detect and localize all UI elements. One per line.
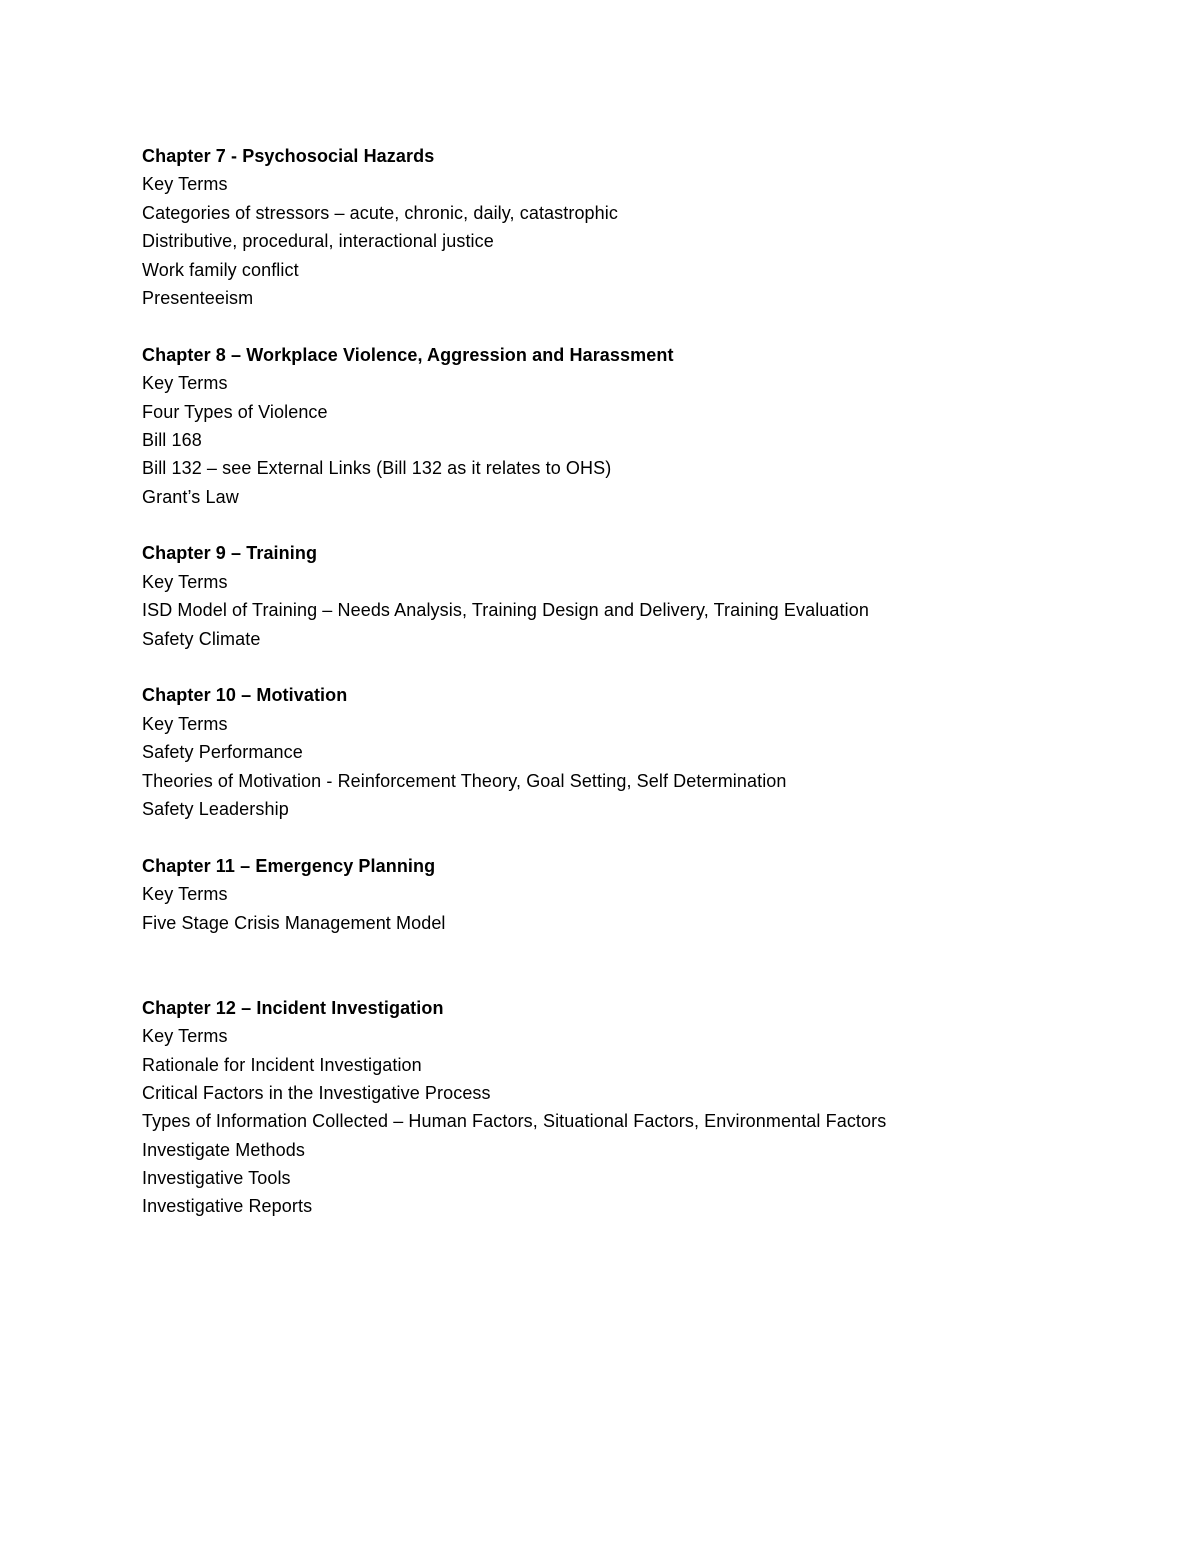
- section-chapter-11: [142, 852, 1102, 937]
- list-item: Key Terms: [142, 174, 228, 195]
- section-heading: Chapter 7 - Psychosocial Hazards: [142, 146, 435, 166]
- list-item: Rationale for Incident Investigation: [142, 1054, 422, 1075]
- list-item: Safety Leadership: [142, 798, 289, 819]
- list-item: Key Terms: [142, 373, 228, 394]
- section-spacer: [142, 511, 1102, 539]
- section-spacer: [142, 653, 1102, 681]
- list-item: Key Terms: [142, 713, 228, 734]
- section-heading: Chapter 9 – Training: [142, 543, 318, 564]
- section-spacer: [142, 823, 1102, 851]
- list-item: Five Stage Crisis Management Model: [142, 912, 446, 933]
- section-spacer: [142, 937, 1102, 994]
- section-heading: Chapter 10 – Motivation: [142, 685, 348, 706]
- list-item: Types of Information Collected – Human Factors, Situational Factors, Environmental Factors: [142, 1111, 887, 1132]
- section-heading: Chapter 8 – Workplace Violence, Aggression and Harassment: [142, 344, 674, 365]
- section-chapter-10: [142, 681, 1102, 823]
- list-item: Bill 132 – see External Links (Bill 132 as it relates to OHS): [142, 458, 612, 479]
- list-item: Critical Factors in the Investigative Process: [142, 1082, 491, 1103]
- document-content: [142, 142, 1102, 1221]
- list-item: Key Terms: [142, 884, 228, 905]
- list-item: Investigative Tools: [142, 1168, 291, 1189]
- list-item: Bill 168: [142, 429, 202, 450]
- list-item: Theories of Motivation - Reinforcement Theory, Goal Setting, Self Determination: [142, 770, 787, 791]
- list-item: Key Terms: [142, 1026, 228, 1047]
- section-spacer: [142, 312, 1102, 340]
- list-item: Investigate Methods: [142, 1139, 305, 1160]
- list-item: Four Types of Violence: [142, 401, 328, 422]
- list-item: Distributive, procedural, interactional justice: [142, 231, 494, 252]
- list-item: Presenteeism: [142, 287, 254, 308]
- section-chapter-9: [142, 539, 1102, 653]
- section-chapter-12: [142, 994, 1102, 1221]
- list-item: Safety Climate: [142, 628, 261, 649]
- section-heading: Chapter 11 – Emergency Planning: [142, 855, 436, 876]
- list-item: Investigative Reports: [142, 1196, 313, 1217]
- list-item: ISD Model of Training – Needs Analysis, Training Design and Delivery, Training Evaluation: [142, 600, 869, 621]
- section-chapter-7: [142, 142, 1102, 312]
- list-item: Key Terms: [142, 571, 228, 592]
- list-item: Categories of stressors – acute, chronic, daily, catastrophic: [142, 202, 618, 223]
- list-item: Grant’s Law: [142, 486, 239, 507]
- list-item: Work family conflict: [142, 259, 299, 280]
- section-heading: Chapter 12 – Incident Investigation: [142, 997, 444, 1018]
- list-item: Safety Performance: [142, 742, 303, 763]
- section-chapter-8: [142, 341, 1102, 511]
